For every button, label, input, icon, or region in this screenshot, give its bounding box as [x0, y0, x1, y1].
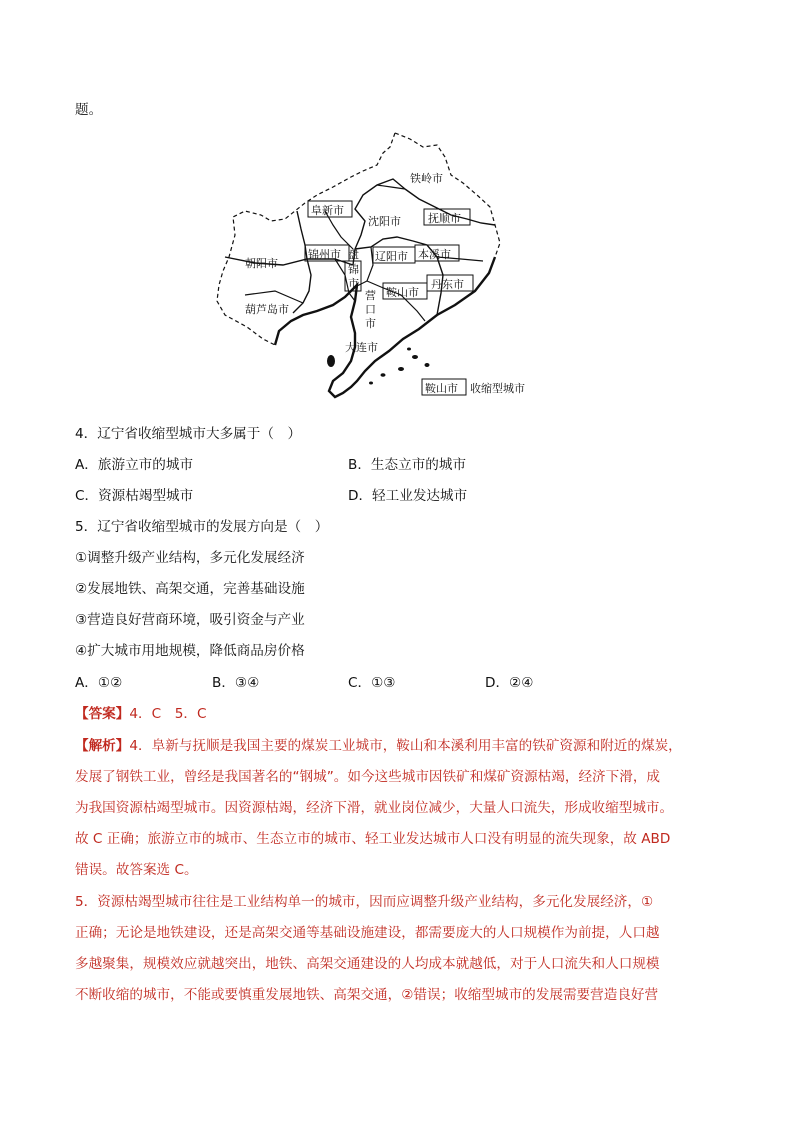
- analysis-q5-line-3: 多越聚集，规模效应就越突出，地铁、高架交通建设的人均成本就越低，对于人口流失和人口规模: [75, 956, 660, 972]
- q4-option-d: D．轻工业发达城市: [348, 488, 468, 504]
- answer-line: [75, 704, 206, 724]
- analysis-q5-line-2: 正确；无论是地铁建设，还是高架交通等基础设施建设，都需要庞大的人口规模作为前提，人口越: [75, 925, 660, 941]
- q5-option-b: B．③④: [212, 675, 260, 691]
- q5-item-2: ②发展地铁、高架交通，完善基础设施: [75, 581, 305, 597]
- q4-option-b: B．生态立市的城市: [348, 457, 467, 473]
- previous-text-tail: 题。: [75, 102, 103, 118]
- label-fushun: 抚顺市: [428, 212, 461, 225]
- legend-text: 收缩型城市: [470, 382, 525, 395]
- liaoning-map: [205, 125, 545, 415]
- label-huludao: 葫芦岛市: [245, 303, 289, 316]
- analysis-line-3: 为我国资源枯竭型城市。因资源枯竭，经济下滑，就业岗位减少，大量人口流失，形成收缩型城市。: [75, 800, 674, 816]
- q5-option-a: A．①②: [75, 675, 123, 691]
- answer-text: 4．C 5．C: [129, 706, 207, 722]
- label-dandong: 丹东市: [431, 278, 464, 291]
- analysis-line-4: 故 C 正确；旅游立市的城市、生态立市的城市、轻工业发达城市人口没有明显的流失现象，故 ABD: [75, 831, 671, 847]
- analysis-line-2: 发展了钢铁工业，曾经是我国著名的“钢城”。如今这些城市因铁矿和煤矿资源枯竭，经济下滑，成: [75, 769, 661, 785]
- label-tieling: 铁岭市: [410, 172, 443, 185]
- q5-option-d: D．②④: [485, 675, 534, 691]
- legend-box-label: 鞍山市: [425, 382, 458, 395]
- map-islands: [327, 348, 430, 385]
- q5-item-3: ③营造良好营商环境，吸引资金与产业: [75, 612, 305, 628]
- label-panjin-3: 市: [348, 277, 359, 290]
- q5-stem: 5．辽宁省收缩型城市的发展方向是（ ）: [75, 519, 329, 535]
- analysis-line-5: 错误。故答案选 C。: [75, 862, 198, 878]
- label-yingkou-3: 市: [365, 317, 376, 330]
- analysis-line-1: [75, 736, 682, 756]
- label-chaoyang: 朝阳市: [245, 257, 278, 270]
- label-anshan: 鞍山市: [386, 286, 419, 299]
- label-shenyang: 沈阳市: [368, 215, 401, 228]
- label-jinzhou: 锦州市: [308, 248, 341, 261]
- q4-option-c: C．资源枯竭型城市: [75, 488, 194, 504]
- label-fuxin: 阜新市: [311, 204, 344, 217]
- q5-item-4: ④扩大城市用地规模，降低商品房价格: [75, 643, 305, 659]
- analysis-q5-line-1: 5．资源枯竭型城市往往是工业结构单一的城市，因而应调整升级产业结构，多元化发展经济，①: [75, 894, 654, 910]
- label-yingkou-1: 营: [365, 289, 376, 302]
- analysis-text-1: 4．阜新与抚顺是我国主要的煤炭工业城市，鞍山和本溪利用丰富的铁矿资源和附近的煤炭，: [129, 738, 682, 754]
- q5-option-c: C．①③: [348, 675, 396, 691]
- label-benxi: 本溪市: [418, 248, 451, 261]
- analysis-tag: 【解析】: [75, 738, 130, 754]
- label-panjin-2: 锦: [348, 263, 359, 276]
- label-liaoyang: 辽阳市: [375, 250, 408, 263]
- answer-tag: 【答案】: [75, 706, 130, 722]
- label-yingkou-2: 口: [365, 303, 376, 316]
- label-panjin-1: 盘: [348, 248, 359, 261]
- q4-option-a: A．旅游立市的城市: [75, 457, 194, 473]
- analysis-q5-line-4: 不断收缩的城市，不能或要慎重发展地铁、高架交通，②错误；收缩型城市的发展需要营造良好营: [75, 987, 659, 1003]
- label-dalian: 大连市: [345, 341, 378, 354]
- q4-stem: 4．辽宁省收缩型城市大多属于（ ）: [75, 426, 302, 442]
- q5-item-1: ①调整升级产业结构，多元化发展经济: [75, 550, 305, 566]
